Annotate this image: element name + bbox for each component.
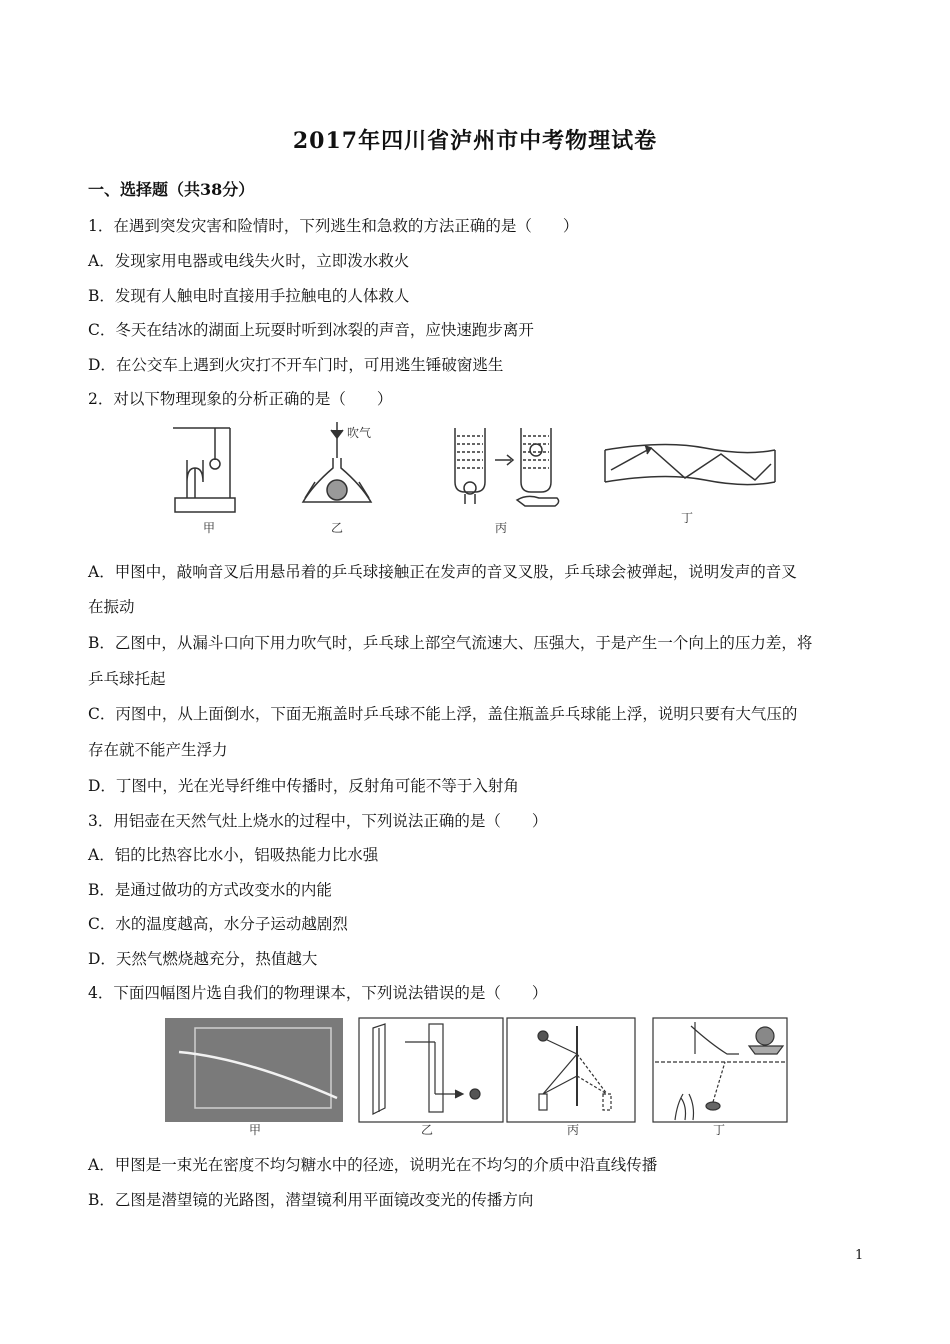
q1-stem: 1．在遇到突发灾害和险情时，下列逃生和急救的方法正确的是（ ） (88, 217, 579, 235)
sugar-water-photo (165, 1018, 343, 1122)
q1-option-d: D．在公交车上遇到火灾打不开车门时，可用逃生锤破窗逃生 (88, 356, 504, 374)
q2-option-a-line2: 在振动 (88, 598, 135, 616)
q3-stem: 3．用铝壶在天然气灶上烧水的过程中，下列说法正确的是（ ） (88, 812, 548, 830)
optical-fiber-diagram (605, 444, 775, 484)
q1-option-a: A．发现家用电器或电线失火时，立即泼水救火 (88, 252, 410, 270)
q2-fig-label-bing: 丙 (495, 521, 508, 535)
mirror-diagram (507, 1018, 635, 1122)
q2-option-b-line1: B．乙图中，从漏斗口向下用力吹气时，乒乓球上部空气流速大、压强大，于是产生一个向上的压力差，将 (88, 634, 813, 652)
q4-fig-label-jia: 甲 (249, 1123, 262, 1137)
section-heading: 一、选择题（共38分） (88, 180, 255, 199)
q4-fig-label-yi: 乙 (421, 1123, 434, 1137)
q2-option-c-line1: C．丙图中，从上面倒水，下面无瓶盖时乒乓球不能上浮，盖住瓶盖乒乓球能上浮，说明只要有大气压的 (88, 705, 798, 723)
q3-option-b: B．是通过做功的方式改变水的内能 (88, 881, 332, 899)
q2-option-b-line2: 乒乓球托起 (88, 670, 166, 688)
q2-option-c-line2: 存在就不能产生浮力 (88, 741, 228, 759)
q2-fig-label-ding: 丁 (681, 511, 694, 525)
q4-fig-label-bing: 丙 (567, 1123, 580, 1137)
tuning-fork-diagram (173, 428, 235, 512)
q2-option-a-line1: A．甲图中，敲响音叉后用悬吊着的乒乓球接触正在发声的音叉叉股，乒乓球会被弹起，说明发声的音叉 (88, 563, 797, 581)
q3-option-a: A．铝的比热容比水小，铝吸热能力比水强 (88, 846, 379, 864)
q4-option-a: A．甲图是一束光在密度不均匀糖水中的径迹，说明光在不均匀的介质中沿直线传播 (88, 1156, 658, 1174)
bottle-diagram (455, 428, 559, 506)
q4-figure (165, 1014, 790, 1140)
q2-fig-label-yi: 乙 (331, 521, 344, 535)
q4-fig-label-ding: 丁 (713, 1123, 726, 1137)
q1-option-c: C．冬天在结冰的湖面上玩耍时听到冰裂的声音，应快速跑步离开 (88, 321, 534, 339)
blow-air-label: 吹气 (347, 426, 372, 440)
q1-option-b: B．发现有人触电时直接用手拉触电的人体救人 (88, 287, 410, 305)
q2-figure (165, 420, 785, 542)
q2-fig-label-jia: 甲 (203, 521, 216, 535)
page-title: 2017年四川省泸州市中考物理试卷 (292, 128, 658, 154)
q4-stem: 4．下面四幅图片选自我们的物理课本，下列说法错误的是（ ） (88, 984, 548, 1002)
page-number: 1 (855, 1248, 864, 1263)
refraction-diagram (653, 1018, 787, 1122)
q3-option-c: C．水的温度越高，水分子运动越剧烈 (88, 915, 348, 933)
periscope-diagram (359, 1018, 503, 1122)
q2-stem: 2．对以下物理现象的分析正确的是（ ） (88, 390, 393, 408)
q2-option-d: D．丁图中，光在光导纤维中传播时，反射角可能不等于入射角 (88, 777, 519, 795)
q3-option-d: D．天然气燃烧越充分，热值越大 (88, 950, 318, 968)
q4-option-b: B．乙图是潜望镜的光路图，潜望镜利用平面镜改变光的传播方向 (88, 1191, 534, 1209)
